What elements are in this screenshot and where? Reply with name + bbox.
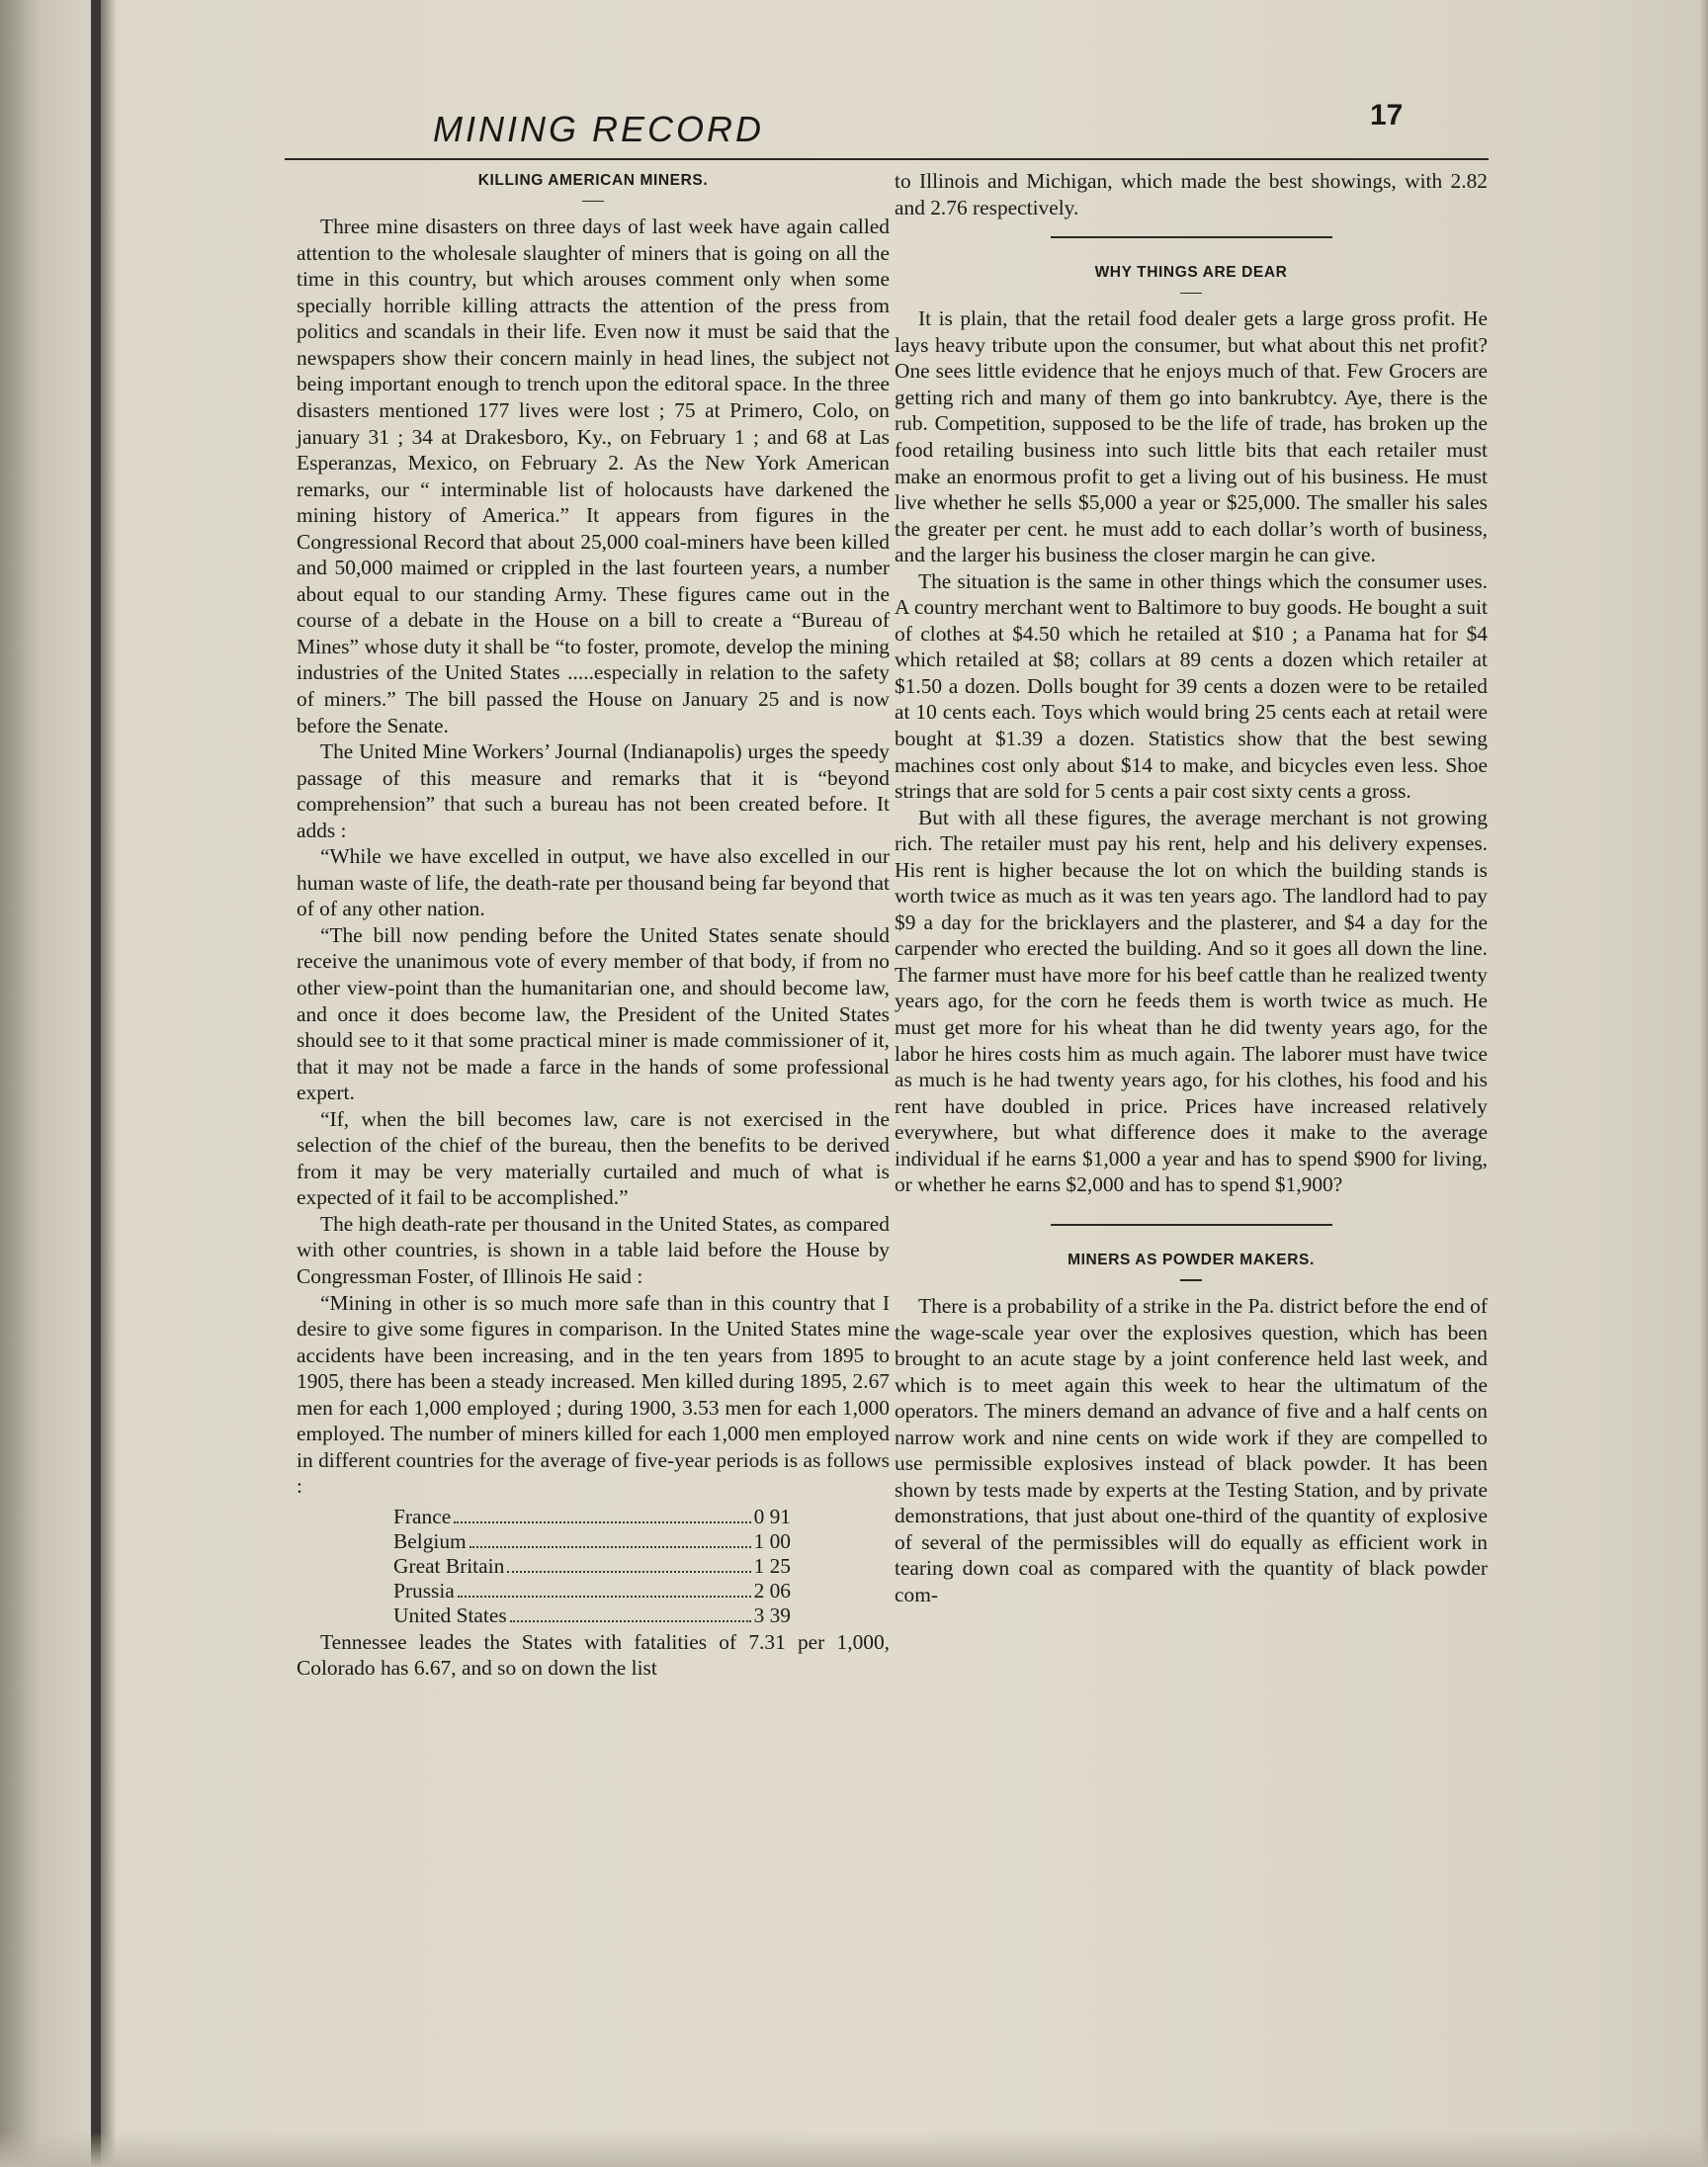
article-heading-miners-as-powder-makers: MINERS AS POWDER MAKERS.	[1068, 1251, 1315, 1268]
article-paragraph: But with all these figures, the average merchant is not growing rich. The retailer must pay his rent, help and his delivery expenses. His rent is higher because the lot on which the building stands is worth twice as much as it was ten years ago. The landlord had to pay $9 a day for the bricklayers and the plasterer, and $4 a day for the carpender who erected the building. And so it goes all down the line. The farmer must have more for his beef cattle than he realized twenty years ago, for the corn he feeds them is worth twice as much. He must get more for his wheat than he did twenty years ago, for the labor he hires costs him as much again. The laborer must have twice as much is he had twenty years ago, for his clothes, his food and his rent have doubled in price. Prices have increased relatively everywhere, but what difference does it make to the average individual if he earns $1,000 a year and has to spend $900 for living, or whether he earns $2,000 and has to spend $1,900?	[895, 805, 1488, 1197]
leader-dots	[507, 1571, 750, 1573]
heading-dash	[1180, 1279, 1202, 1281]
leader-dots	[454, 1521, 750, 1523]
leader-dots	[510, 1620, 751, 1622]
table-value: 2 06	[753, 1578, 791, 1603]
leader-dots	[470, 1546, 751, 1548]
table-country: Belgium	[393, 1528, 467, 1553]
article-paragraph: “While we have excelled in output, we have also excelled in our human waste of life, the death-rate per thousand being far beyond that of of any other nation.	[297, 844, 890, 921]
table-country: Great Britain	[393, 1553, 505, 1578]
table-row	[393, 1528, 791, 1553]
table-row	[393, 1578, 791, 1603]
binding-shadow	[101, 0, 117, 2167]
article-heading-killing-american-miners: KILLING AMERICAN MINERS.	[477, 172, 709, 189]
section-separator	[1051, 1224, 1332, 1226]
table-row	[393, 1504, 791, 1528]
table-country: Prussia	[393, 1578, 455, 1603]
section-separator	[1051, 236, 1332, 238]
article-paragraph: The United Mine Workers’ Journal (Indianapolis) urges the speedy passage of this measure and remarks that it is “beyond comprehension” that such a bureau has not been created before. It adds :	[297, 739, 890, 842]
running-title: MINING RECORD	[433, 109, 764, 149]
table-value: 3 39	[753, 1603, 791, 1627]
article-closing-paragraph: Tennessee leades the States with fatalities of 7.31 per 1,000, Colorado has 6.67, and so on down the list	[297, 1629, 890, 1681]
page-right-edge	[1700, 0, 1708, 2167]
binding-gutter	[91, 0, 101, 2167]
article-closing-continued: to Illinois and Michigan, which made the best showings, with 2.82 and 2.76 respectively.	[895, 169, 1488, 219]
table-country: United States	[393, 1603, 507, 1627]
table-row	[393, 1603, 791, 1627]
table-row	[393, 1553, 791, 1578]
left-column	[297, 168, 890, 1682]
heading-dash	[1180, 293, 1202, 295]
article-paragraph: It is plain, that the retail food dealer gets a large gross profit. He lays heavy tribute upon the consumer, but what about this net profit? One sees little evidence that he enjoys much of that. Few Grocers are getting rich and many of them go into bankrubtcy. Aye, there is the rub. Competition, supposed to be the life of trade, has broken up the food retailing business into such little bits that each retailer must make an enormous profit to get a living out of his business. He must live whether he sells $5,000 a year or $25,000. The smaller his sales the greater per cent. he must add to each dollar’s worth of business, and the larger his business the closer margin he can give.	[895, 306, 1488, 567]
article-paragraph: Three mine disasters on three days of last week have again called attention to the wholesale slaughter of miners that is going on all the time in this country, but which arouses comment only when some specially horrible killing attracts the attention of the press from politics and scandals in their life. Even now it must be said that the newspapers show their concern mainly in head lines, the subject not being important enough to trench upon the editoral space. In the three disasters mentioned 177 lives were lost ; 75 at Primero, Colo, on january 31 ; 34 at Drakesboro, Ky., on February 1 ; and 68 at Las Esperanzas, Mexico, on February 2. As the New York American remarks, our “ interminable list of holocausts have darkened the mining history of America.” It appears from figures in the Congressional Record that about 25,000 coal-miners have been killed and 50,000 maimed or crippled in the last fourteen years, a number about equal to our standing Army. These figures came out in the course of a debate in the House on a bill to create a “Bureau of Mines” whose duty it shall be “to foster, promote, develop the mining industries of the United States .....especially in relation to the safety of miners.” The bill passed the House on January 25 and is now before the Senate.	[297, 215, 890, 737]
article-paragraph: “Mining in other is so much more safe than in this country that I desire to give some figures in comparison. In the United States mine accidents have been increasing, and in the ten years from 1895 to 1905, there has been a steady increased. Men killed during 1895, 2.67 men for each 1,000 employed ; during 1900, 3.53 men for each 1,000 employed. The number of miners killed for each 1,000 men employed in different countries for the average of five-year periods is as follows :	[297, 1290, 890, 1499]
article-paragraph: There is a probability of a strike in the Pa. district before the end of the wage-scale year over the explosives question, which has been brought to an acute stage by a joint conference held last week, and which is to meet again this week to hear the ultimatum of the operators. The miners demand an advance of five and a half cents on narrow work and nine cents on wide work if they are compelled to use permissible explosives instead of black powder. It has been shown by tests made by experts at the Testing Station, and by private demonstrations, that just about one-third of the quantity of explosive of several of the permissibles will do equally as efficient work in tearing down coal as compared with the quantity of black powder com-	[895, 1293, 1488, 1606]
heading-dash	[582, 201, 604, 203]
page-number: 17	[1370, 99, 1404, 131]
table-value: 1 25	[753, 1553, 791, 1578]
table-country: France	[393, 1504, 452, 1528]
page-bottom-edge	[0, 2131, 1708, 2167]
leader-dots	[458, 1596, 751, 1598]
table-value: 0 91	[753, 1504, 791, 1528]
spacer	[895, 1198, 1488, 1208]
article-paragraph: “If, when the bill becomes law, care is not exercised in the selection of the chief of the bureau, then the benefits to be derived from it may be very materially curtailed and much of what is expected of it fail to be accomplished.”	[297, 1106, 890, 1210]
fatality-table	[393, 1504, 791, 1627]
header-rule	[285, 158, 1489, 160]
article-paragraph: The high death-rate per thousand in the United States, as compared with other countries, is shown in a table laid before the House by Congressman Foster, of Illinois He said :	[297, 1211, 890, 1289]
table-value: 1 00	[753, 1528, 791, 1553]
article-heading-why-things-are-dear: WHY THINGS ARE DEAR	[1094, 264, 1288, 282]
right-column	[895, 168, 1488, 1608]
continued-text	[895, 168, 1488, 220]
article-paragraph: The situation is the same in other things which the consumer uses. A country merchant went to Baltimore to buy goods. He bought a suit of clothes at $4.50 which he retailed at $10 ; a Panama hat for $4 which retailed at $8; collars at 89 cents a dozen which retailer at $1.50 a dozen. Dolls bought for 39 cents a dozen were to be retailed at 10 cents each. Toys which would bring 25 cents each at retail were bought at $1.39 a dozen. Statistics show that the best sewing machines cost only about $14 to make, and bicycles even less. Shoe strings that are sold for 5 cents a pair cost sixty cents a gross.	[895, 568, 1488, 804]
article-paragraph: “The bill now pending before the United States senate should receive the unanimous vote of every member of that body, if from no other view-point than the humanitarian one, and should become law, and once it does become law, the President of the United States should see to it that some practical miner is made commissioner of it, that it may not be made a farce in the hands of some professional expert.	[297, 922, 890, 1105]
